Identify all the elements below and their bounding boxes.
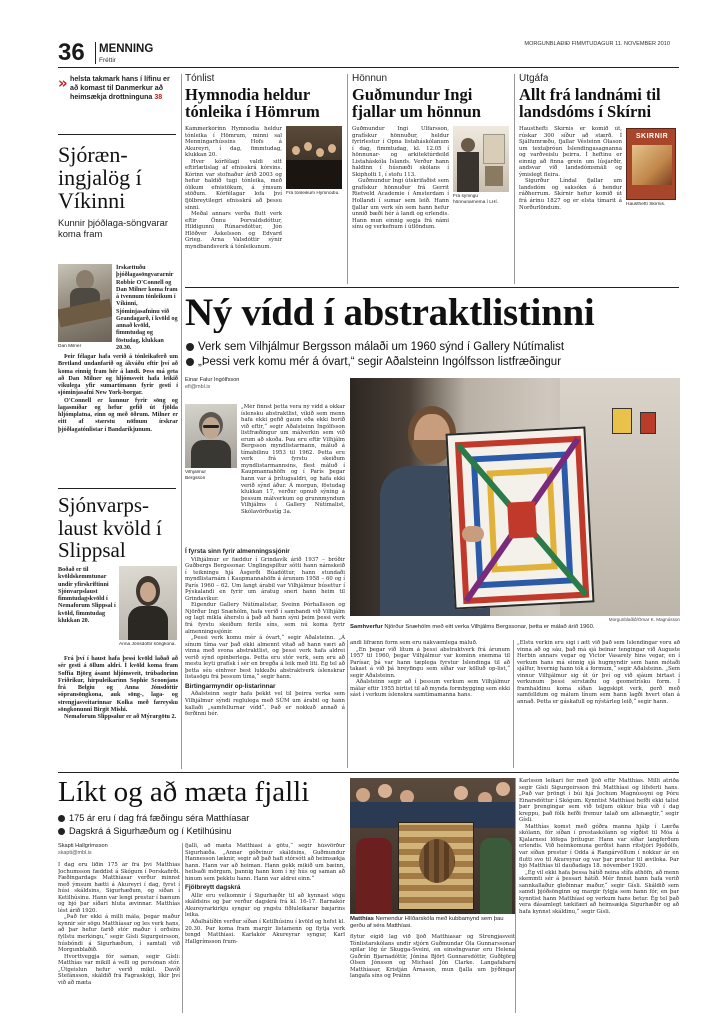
main-bullet2: „Þessi verk komu mér á óvart,“ segir Aðalsteinn Ingólfsson listfræðingur — [186, 355, 680, 369]
top-story1-headline: Hymnodia heldur tónleika í Hömrum — [185, 86, 320, 120]
main-body-col3: „Elstu verkin eru sígi í ætt við það sem Íslendingar voru að vinna að og sáu, það má sjá beinar tengingar við Auguste Herbin annars vegar og Victor Vasarely hins vegar, en í verkum hans má einnig sjá hugmyndir sem hann mótaði sjálfur, hvernig hann tók á formum,“ segir Aðalsteinn. „Sem vinnur Vilhjálmur sig út úr því og við sjáum birtast í verkunum þessi sérstæðu og geometrísku form. Í framhaldinu koma síðan laggskipt verk, gerð með samfelldum og málum línum sem hann lagði hvert ofan á annað. Þetta er gáskafull og nýstárleg leið,“ segir hann. — [517, 640, 680, 705]
design-students-photo — [453, 126, 509, 192]
main-bullet1: Verk sem Vilhjálmur Bergsson málaði um 1960 sýnd í Gallery Nútímalist — [186, 340, 680, 354]
hymnodia-caption: Frá tónleikum Hymnodíu. — [286, 191, 340, 196]
page-number: 36 — [58, 41, 85, 65]
left-story1-subhead: Kunnir þjóðlaga-söngvarar koma fram — [58, 217, 168, 240]
vilhjalmur-portrait — [185, 404, 237, 468]
students-photo-caption: Matthías Nemendur Hlíðarskóla með kubbamynd sem þau gerðu af séra Matthíasi. — [350, 916, 504, 929]
main-photo-caption: Samhverfur Njörður Snæhólm með eitt verka Vilhjálms Bergssonar, þetta er málað árið 1960. — [350, 624, 595, 630]
left-column-divider — [181, 74, 182, 769]
main-body-col2: andi lífrænn form sem eru nákvæmlega máluð. „En þegar við lítum á þessi abstraktverk frá árunum 1957 til 1960, þegar Vilhjálmur var kominn snemma til Parísar, þá var hann tæplega fyrstur Íslendinga til að takast á við þá hreyfingu sem síðar var kölluð op-list,“ segir Aðalsteinn. Aðalsteinn segir að í þessum verkum sem Vilhjálmur málar eftir 1955 birtist til að mynda formbygging sem ekki sást í verkum íslenskra samtímamanna hans. — [350, 640, 510, 699]
left-story1-body-cont: Þeir félagar hafa verið á tónleikaferð um Bretland undanfarið og ákváðu eftir því að koma einnig fram hér á landi. Þess má geta að Dan Milner og hljómsveit hafa leikið víkulega yfir sumartímann fyrir gesti í sjóminjasafni New York-borgar. O'Connell er kunnur fyrir söng og lagasmíðar og hefur gefið út fjölda hljómplatna, einn og með öðrum. Milner er eitt af stærstu nöfnum írskrar þjóðlagatónlistar í Bandaríkjunum. — [58, 353, 178, 433]
main-col-divider1 — [347, 640, 348, 768]
section-name: MENNING — [99, 43, 154, 55]
top-story3-body: Haustheftí Skírnis er komið út, rúskar 300 síður að stærð. Í Sjálfumræðu, fjallar Vésteinn Ólason um textaþróun Íslendingasagnanna og varðveislu þeirra. Í heftinu er einnig að finna grein um lúsjarðir, andsvar við landsdómsmáli og ýmislegt fleira. Sigurður Líndal fjallar um landsdóm og saksókn á hendur ráðherrum. Skírnir hefur komið út frá árinu 1827 og er elsta tímarit á Norðurlöndum. — [519, 126, 622, 211]
main-headline: Ný vídd í abstraktlistinni — [185, 293, 595, 333]
top-story1-kicker: Tónlist — [185, 73, 215, 84]
bottom-body-col3: flytur eigið lag við ljóð Matthíasar og Strengjasveit Tónlistarskólans undir stjórn Guðmundar Óla Gunnarssonar spilar lög úr Skugga-Sveini, en einsöngvarar eru Helena Guðrún Bjarnadóttir, Jónína Björt Gunnarsdóttir, Guðbjörg Ólsen Jónsson og Michael Jón Clarke. Langafabarn Matthíasar, Kristján Árnason, mun fjalla um þýðingar langafa síns og Þráinn — [350, 934, 515, 980]
bullet-dot-icon — [58, 815, 65, 822]
teaser-text: helsta takmark hans í lífinu er að komast til Danmerkur að heimsækja drottninguna 38 — [70, 75, 170, 102]
main-email: efi@mbl.is — [185, 384, 211, 390]
main-section1-heading: Í fyrsta sinn fyrir almenningssjónir — [185, 548, 290, 555]
abstract-painting — [445, 426, 594, 609]
dan-milner-caption: Dan Milner — [58, 344, 82, 349]
top-story2-headline: Guðmundur Ingi fjallar um hönnun — [352, 86, 481, 120]
bottom-body-col1: Í dag eru liðin 175 ár frá því Matthías Jochumsson fæddist á Skógum í Þorskafirði. Fæðingardags Matthíasar verður minnst með ýmsum hætti á Akureyri í dag, fyrst í húsi skáldsins, Sigurhæðum, og síðan í Ketilhúsinu. Hann var lengi prestur í bænum og bjó þar síðari hluta ævinnar. Matthías lést árið 1920. „Það fer ekki á milli mála, þegar maður kynnir sér sögu Matthíasar og les verk hans, að þar hefur farið stór maður í orðsins fyllstu merkingu,“ segir Gísli Sigurgeirsson, húsbóndi á Sigurhæðum, í samtali við Morgunblaðið. Hvorttveggja fór saman, segir Gísli: Matthías var mikill á velli og persónan stór. „Útgeislun hefur verið mikil. Davíð Stefánsson, skáldið frá Fagraskógi, líkir því við að mæta — [58, 862, 180, 986]
main-photo — [350, 378, 680, 616]
anna-jonsdottir-caption: Anna Jónsdóttir söngkona. — [119, 642, 176, 647]
bottom-body-col2: fjalli, að mæta Matthíasi á götu,“ segir húsvörður Sigurhæða. „Annar góðvinur skáldsins, Guðmundur Hannesson læknir, segir að það hafi stórsótt að heimsækja hann. Hann var að heiman. Hann gekk mikið um bæinn, heilsaði mörgum, þannig hann kom í ný hús og saman að hinum sem þekktu hann. Hann var aldrei einn.“ Fjölbreytt dagskrá Allir eru velkomnir í Sigurhæðir til að kynnast sögu skáldsins og þar verður dagskrá frá kl. 16-17. Barnakór Akureyrarkirkju syngur og yngstu fiðluleikarar bæjarins leika. Aðalhátíðin verður síðan í Ketilhúsinu í kvöld og hefst kl. 20.30. Þar koma fram margir listamenn og flytja verk tengd Matthíasi. Karlakór Akureyrar syngur, Karl Hallgrímsson frum- — [185, 843, 345, 945]
teaser-rule — [58, 134, 176, 135]
main-photo-credit: Morgunblaðið/Ómar K. Magnússon — [608, 617, 680, 622]
masthead: MORGUNBLAÐIÐ FIMMTUDAGUR 11. NÓVEMBER 2010 — [524, 41, 670, 47]
top-story3-headline: Allt frá landnámi til landsdóms í Skírni — [519, 86, 661, 120]
top-divider1 — [347, 74, 348, 284]
teaser-page: 38 — [154, 93, 163, 102]
design-students-caption: Frá sýningu hönnunarnema í LHÍ. — [453, 194, 499, 205]
main-lead: „Mér finnst þetta vera ný vídd á okkar íslensku abstraktlist, víkið sem menn hafa ekki gefið gaum eða ekki borið við eftir,“ segir Aðalsteinn Ingólfsson listfræðingur um málverkin sem við erum að skoða. Þau eru eftir Vilhjálm Bergsson myndlistarmann, máluð á tímabilinu 1953 til 1962. Þetta eru verk frá fyrstu skeiðum myndlistarmannsins, flest máluð í Kaupmannahöfn og í París þegar hann var á þrítugsaldri, og hafa ekki verið sýnd áður. Á morgun, föstudag klukkan 17, verður opnuð sýning á þessum málverkum og grunnmyndum Vilhjálms í Gallery Nútímalist, Skólavörðustíg 3a. — [241, 404, 345, 515]
top-story1-body-col1: Kammerkórinn Hymnodia heldur tónleika í Hömrum, minni sal Menningarhússins Hofs á Akureyri, í dag, fimmtudag, klukkan 20. Hver kórfélagi valdi sitt eftirlætislag af efnisskrá kórsins. Kórinn var stofnaður árið 2003 og hefur haldið tugi tónleika, með ólíkum efnistökum, á ýmsum stöðum. Kórfélagar lofa því fjölbreytilegri efnisskrá að þessu sinni. Meðal annars verða flutt verk eftir Önnu Þorvaldsdóttur, Hildigunni Rúnarsdóttur, Jón Hlöðver Áskelsson og Edvard Grieg. Arna Valsdóttir sýnir myndbandsverk á tónleikunum. — [185, 126, 282, 250]
left-story2-headline: Sjónvarps-laust kvöld í Slippsal — [58, 494, 162, 562]
bullet-dot-icon — [58, 828, 65, 835]
anna-jonsdottir-photo — [119, 566, 177, 640]
bottom-section-heading: Fjölbreytt dagskrá — [185, 884, 241, 892]
left-story1-body: Írskættuðu þjóðlagasöngvararnir Robbie O'Connell og Dan Milner koma fram á tvennum tónleikum í Víkinni, Sjóminjasafninu við Grandagarð, í kvöld og annað kvöld, fimmtudag og föstudag, klukkan 20.30. — [116, 264, 178, 351]
left-story2-lead: Boðað er til kvöldskemmtunar undir yfirskriftinni Sjónvarpslaust fimmtudagskvöld í Nemaforum Slippsal í kvöld, fimmtudag klukkan 20. — [58, 566, 116, 624]
bottom-body-col4: Karlsson leikari fer með ljóð eftir Matthías. Milli atriða segir Gísli Sigurgeirsson frá Matthíasi og lífsferli hans. „Það var þröngt í búi hjá Jochum Magnússyni og Þóru Einarsdóttur í Skógum. Kynntist Matthíasi hefði ekki talist þær þrengingar sem við teljum okkur búa við í dag kreppu, það fólk hefði fremur talað um allsnægtir,“ segir Gísli. Matthías komst með góðra manna hjálp í Lærða skólann, fór síðan í prestaskólann og vígðist til Móa á Kjalarnesi löfega þrítugur. Hann var síðar langferðum erlendis. Við heimkomuna gerðist hann ritstjóri Þjóðólfs, var síðan prestur í Odda á Rangárvöllum í nokkur ár en flutti svo til Akureyrar og var þar prestur til æviloka. Þar bjó Matthías til dauðadags 18. nóvember 1920. „Ég vil ekki hafa þessa hátíð neina stífa athöfn, að menn skemmti sér á þessari hátíð. Mér finnst hann hafa verið sannkallaður gleðinnar maður,“ segir Gísli. Skáldið sem samdi þjóðsönginn og margir fylgja sem hann fór, en þar kynntist hann Matthíasi og verkum hans betur. Ég tel það vera dásamlegt tækifæri að heimsækja Sigurhæðir og að hafa kynnst skáldinu,“ segir Gísli. — [519, 778, 679, 915]
left-story1-headline: Sjóræn-ingjalög í Víkinni — [58, 143, 142, 212]
skirnir-caption: Haustheftí Skírnis. — [626, 202, 666, 207]
top-divider2 — [514, 74, 515, 284]
dan-milner-photo — [58, 264, 112, 342]
main-section2-heading: Birtingarmyndir op-listarinnar — [185, 682, 276, 690]
left-story-rule — [58, 488, 176, 489]
bottom-bullet1: 175 ár eru í dag frá fæðingu séra Matthíasar — [58, 812, 358, 824]
teaser[interactable] — [58, 74, 178, 130]
double-chevron-icon: » — [58, 76, 68, 91]
bottom-col-divider2 — [515, 778, 516, 1013]
hymnodia-photo — [286, 126, 342, 189]
bottom-byline: Skapti Hallgrímsson — [58, 843, 108, 849]
top-story2-body: Guðmundur Ingi Úlfarsson, grafískur hönnuður, heldur fyrirlestur í Opna listaháskólanum í dag, fimmtudag, kl. 12.05 í hönnunar- og arkitektúrdeild Listaháskóla Íslands. Verður hann haldinn í húsnæði skólans í Skipholti 1, í stofu 113. Guðmundur Ingi útskrifaðist sem grafískur hönnuður frá Gerrit Rietveld Academie í Amsterdam í Hollandi í sumar sem leið. Hann fjallar um verk sín sem hann hefur unnið bæði hér á landi og erlendis. Hann mun einnig segja frá námi sínu og verkefnum í útlöndum. — [352, 126, 449, 231]
top-story2-kicker: Hönnun — [352, 73, 388, 84]
skirnir-title: SKÍRNIR — [635, 133, 669, 140]
main-byline: Einar Falur Ingólfsson — [185, 377, 240, 383]
header-divider — [95, 42, 96, 64]
bullet-dot-icon — [186, 358, 194, 366]
bottom-section-rule — [58, 772, 679, 773]
skirnir-cover-image — [626, 128, 676, 200]
left-story2-body: Frá því í haust hafa þessi kvöld laðað að sér gesti á öllum aldri. Í kvöld koma fram Soffía Björg ásamt hljómsveit, trúbadorinn Friðrikur, hirpuleikarinn Sophie Scoonjans frá Belgíu og Anna Jónsdóttir sópransöngkona, auk söng-, laga- og strengjasveitarinnar Kolka með færeysku söngkonunni Birgit Mishi. Nemaforum Slippsalur er að Mýrargötu 2. — [58, 655, 178, 720]
bottom-bullet2: Dagskrá á Sigurhæðum og í Ketilhúsinu — [58, 825, 358, 837]
bottom-col-divider1 — [182, 843, 183, 1013]
main-col-divider2 — [513, 640, 514, 768]
subsection-name: Fréttir — [99, 57, 116, 64]
bottom-headline: Líkt og að mæta fjalli — [58, 777, 310, 807]
bottom-email: skapti@mbl.is — [58, 850, 92, 856]
mosaic-portrait — [398, 822, 474, 910]
header-rule — [58, 67, 679, 68]
main-body-col1: Í fyrsta sinn fyrir almenningssjónir Vilhjálmur er fæddur í Grindavík árið 1937 – bróðir Guðbergs Bergssonar. Unglingspiltur sótti hann námskeið í teikningu hjá Ásgerði Búadóttur, hann stundaði myndlistarnám í Kaupmannahöfn á árunum 1958 – 60 og í París 1960 – 62. Um langt árabil var Vilhjálmur búsettur í Þýskalandi en fyrir um áratug sneri hann heim til Grindavíkur. Eigendur Gallery Nútímalistar, Sveinn Þórhallsson og Njörður Ingi Snæhólm, hafa verið í sambandi við Vilhjálm og lagt mikla áherslu á það að hann sýni þeim þessi verk frá fyrstu skeiðum ferils síns, sem nú koma fyrir almenningssjónir. „Þessi verk komu mér á óvart,“ segir Aðalsteinn. „Á sínum tíma var það ekki almennt vitað að hann væri að vinna með svona abstraktlist, og þessi verk hafa aldrei verið sýnd opinberlega. Þetta eru stór verk, sem eru að mestu leyti grafísk í sér en bregða á leik með liti. Ég tel að þetta séu einhver best lukkuðu abstraktverk íslenskrar listasögu frá þessum tíma,“ segir hann. Birtingarmyndir op-listarinnar Aðalsteinn segir hafa þekkt vel til þeirra verka sem Vilhjálmur sýndi reglulega með SÚM um árabil og hann kallaði „samfellurnar vídd“. Það er nokkuð annað á ferðinni hér. — [185, 548, 345, 718]
top-stories-rule — [185, 287, 679, 288]
students-mosaic-photo — [350, 778, 515, 914]
bullet-dot-icon — [186, 343, 194, 351]
vilhjalmur-caption: Vilhjálmur Bergsson — [185, 470, 206, 481]
top-story3-kicker: Útgáfa — [519, 73, 549, 84]
